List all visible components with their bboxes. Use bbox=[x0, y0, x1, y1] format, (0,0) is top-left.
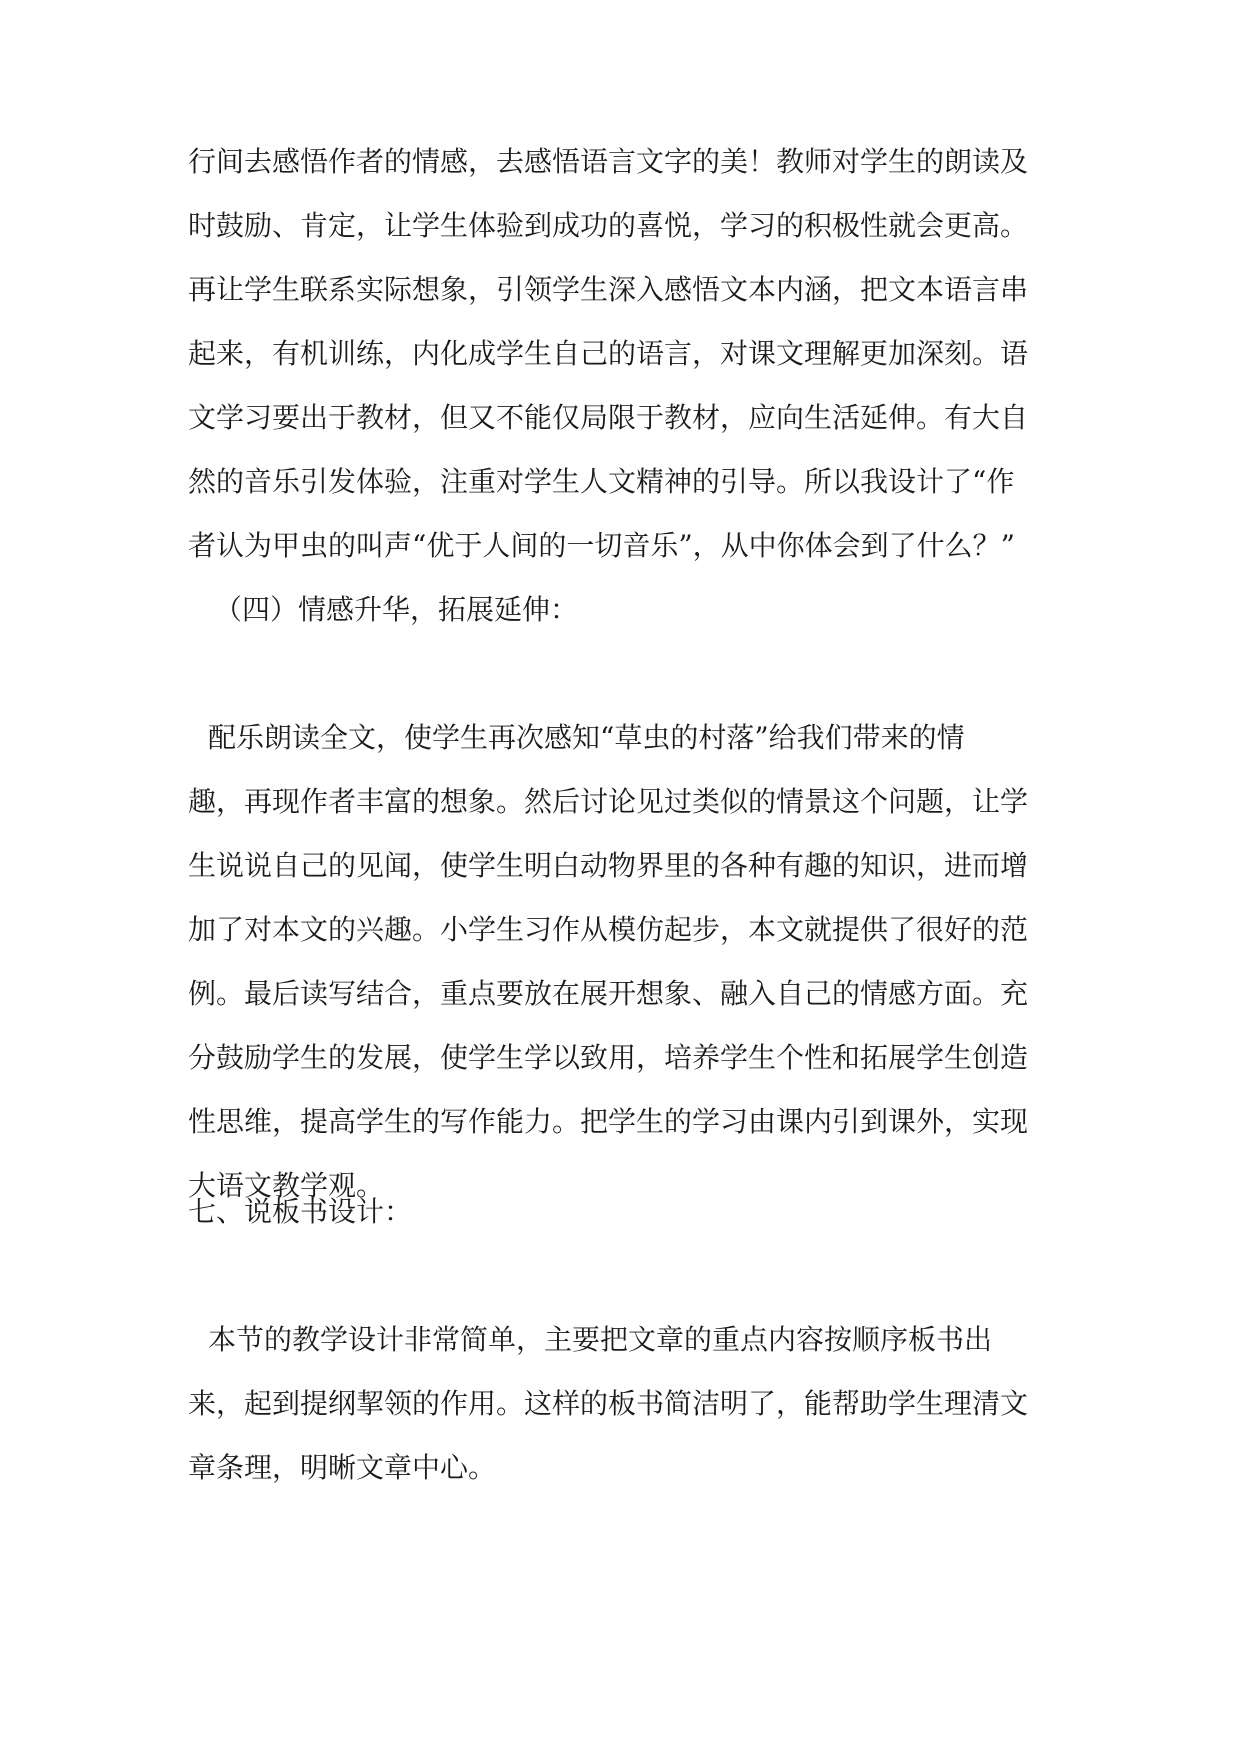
body-section-seven-text bbox=[188, 1244, 1054, 1500]
body-section-four bbox=[188, 578, 1054, 642]
body-section-seven bbox=[188, 1180, 1054, 1244]
paragraph-continuation: 行间去感悟作者的情感，去感悟语言文字的美！教师对学生的朗读及 时鼓励、肯定，让学生体验到成功的喜悦，学习的积极性就会更高。 再让学生联系实际想象，引领学生深入感悟文本内涵，把文本语言串 起来，有机训练，内化成学生自己的语言，对课文理解更加深刻。语 文学习要出于教材，但又不能仅局限于教材，应向生活延伸。有大自 然的音乐引发体验，注重对学生人文精神的引导。所以我设计了“作 者认为甲虫的叫声“优于人间的一切音乐”，从中你体会到了什么？” bbox=[188, 145, 1029, 562]
body-section-four-text bbox=[188, 642, 1054, 1218]
subheading-four: （四）情感升华，拓展延伸： bbox=[214, 593, 579, 626]
heading-seven: 七、说板书设计： bbox=[188, 1195, 413, 1228]
paragraph-seven-text: 本节的教学设计非常简单，主要把文章的重点内容按顺序板书出 来，起到提纲挈领的作用。这样的板书简洁明了，能帮助学生理清文 章条理，明晰文章中心。 bbox=[188, 1323, 1029, 1484]
body-section-continuation bbox=[188, 130, 1054, 578]
paragraph-four bbox=[188, 642, 1054, 1218]
paragraph-seven bbox=[188, 1244, 1054, 1500]
paragraph-four-text: 配乐朗读全文，使学生再次感知“草虫的村落”给我们带来的情 趣，再现作者丰富的想象。然后讨论见过类似的情景这个问题，让学 生说说自己的见闻，使学生明白动物界里的各种有趣的知识，进而增 加了对本文的兴趣。小学生习作从模仿起步，本文就提供了很好的范 例。最后读写结合，重点要放在展开想象、融入自己的情感方面。充 分鼓励学生的发展，使学生学以致用，培养学生个性和拓展学生创造 性思维，提高学生的写作能力。把学生的学习由课内引到课外，实现 大语文教学观。 bbox=[188, 721, 1029, 1202]
